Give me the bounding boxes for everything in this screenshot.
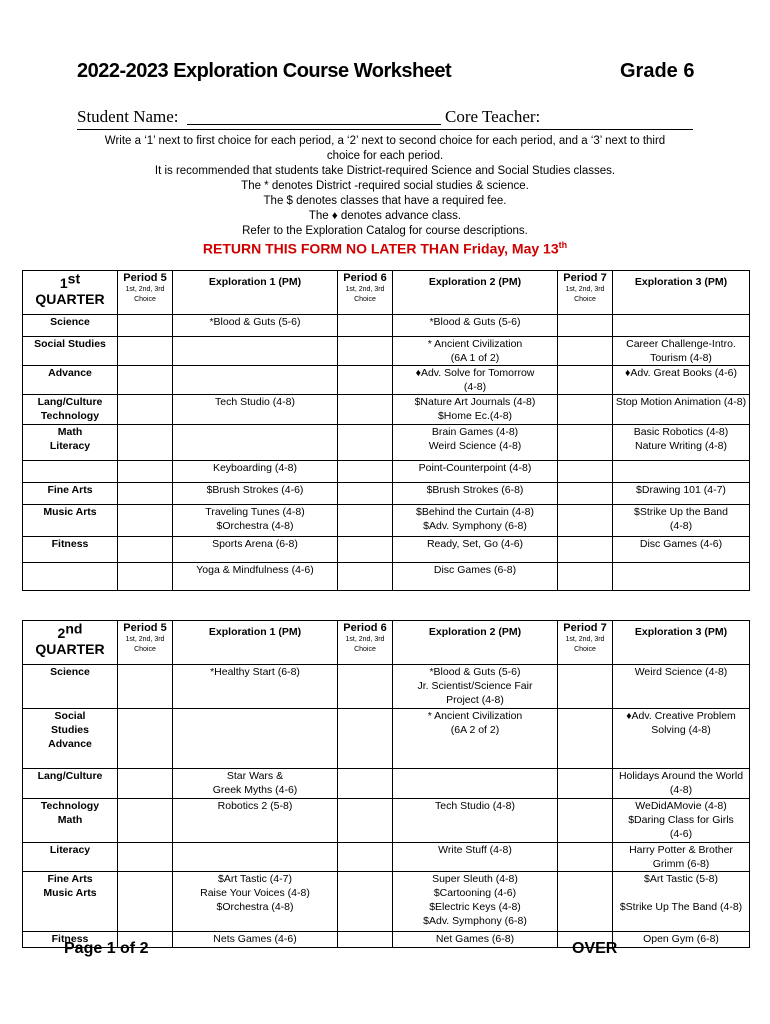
category-cell: Technology Math bbox=[23, 799, 118, 843]
course-cell bbox=[173, 843, 338, 872]
period-label: Period 5 bbox=[123, 622, 167, 634]
choice-order: 1st, 2nd, 3rd bbox=[565, 286, 605, 293]
category-cell: Math Literacy bbox=[23, 425, 118, 461]
quarter-1-table bbox=[22, 270, 750, 591]
choice-box[interactable] bbox=[118, 665, 173, 709]
page-number: Page 1 of 2 bbox=[64, 940, 149, 957]
choice-box[interactable] bbox=[118, 563, 173, 591]
choice-box[interactable] bbox=[338, 665, 393, 709]
choice-order: 1st, 2nd, 3rd bbox=[125, 286, 165, 293]
table-row bbox=[23, 872, 750, 932]
choice-box[interactable] bbox=[558, 665, 613, 709]
choice-box[interactable] bbox=[558, 425, 613, 461]
course-cell bbox=[393, 769, 558, 799]
choice-box[interactable] bbox=[558, 395, 613, 425]
exploration-header: Exploration 2 (PM) bbox=[393, 621, 558, 665]
course-cell: Robotics 2 (5-8) bbox=[173, 799, 338, 843]
course-cell: Weird Science (4-8) bbox=[613, 665, 750, 709]
choice-label: Choice bbox=[574, 646, 596, 653]
choice-box[interactable] bbox=[338, 483, 393, 505]
category-cell: Fine Arts Music Arts bbox=[23, 872, 118, 932]
category-cell: Literacy bbox=[23, 843, 118, 872]
course-cell: $Art Tastic (5-8) $Strike Up The Band (4-8) bbox=[613, 872, 750, 932]
course-cell: *Blood & Guts (5-6) bbox=[393, 315, 558, 337]
category-cell: Social Studies Advance bbox=[23, 709, 118, 769]
period-header bbox=[558, 271, 613, 315]
instruction-line: choice for each period. bbox=[326, 150, 444, 162]
core-teacher-label: Core Teacher: bbox=[445, 107, 541, 126]
table-row bbox=[23, 483, 750, 505]
choice-box[interactable] bbox=[558, 709, 613, 769]
course-cell: Star Wars & Greek Myths (4-6) bbox=[173, 769, 338, 799]
course-cell: Tech Studio (4-8) bbox=[393, 799, 558, 843]
course-cell: Sports Arena (6-8) bbox=[173, 537, 338, 563]
course-cell: $Art Tastic (4-7) Raise Your Voices (4-8) $Orchestra (4-8) bbox=[173, 872, 338, 932]
course-cell: Nets Games (4-6) bbox=[173, 932, 338, 948]
course-cell bbox=[173, 709, 338, 769]
exploration-header: Exploration 2 (PM) bbox=[393, 271, 558, 315]
choice-box[interactable] bbox=[338, 563, 393, 591]
period-header bbox=[118, 621, 173, 665]
period-label: Period 7 bbox=[563, 622, 607, 634]
category-cell: Social Studies bbox=[23, 337, 118, 366]
choice-box[interactable] bbox=[118, 366, 173, 395]
choice-box[interactable] bbox=[338, 843, 393, 872]
choice-box[interactable] bbox=[338, 537, 393, 563]
return-deadline bbox=[40, 240, 730, 257]
table-row bbox=[23, 337, 750, 366]
quarter-heading bbox=[23, 271, 118, 315]
choice-box[interactable] bbox=[338, 315, 393, 337]
category-cell: Lang/Culture bbox=[23, 769, 118, 799]
course-cell: Traveling Tunes (4-8) $Orchestra (4-8) bbox=[173, 505, 338, 537]
choice-label: Choice bbox=[354, 296, 376, 303]
choice-box[interactable] bbox=[118, 505, 173, 537]
quarter-label: QUARTER bbox=[35, 290, 105, 307]
course-cell: Super Sleuth (4-8) $Cartooning (4-6) $Electric Keys (4-8) $Adv. Symphony (6-8) bbox=[393, 872, 558, 932]
choice-order: 1st, 2nd, 3rd bbox=[565, 636, 605, 643]
student-name-label: Student Name: bbox=[77, 107, 179, 126]
choice-box[interactable] bbox=[338, 709, 393, 769]
instruction-line: Write a ‘1’ next to first choice for each period, a ‘2’ next to second choice for each period, and a ‘3’ next to third bbox=[104, 135, 666, 147]
exploration-header: Exploration 1 (PM) bbox=[173, 271, 338, 315]
choice-box[interactable] bbox=[558, 337, 613, 366]
period-header bbox=[338, 621, 393, 665]
choice-box[interactable] bbox=[118, 483, 173, 505]
course-cell bbox=[613, 461, 750, 483]
choice-label: Choice bbox=[574, 296, 596, 303]
course-cell: $Behind the Curtain (4-8) $Adv. Symphony (6-8) bbox=[393, 505, 558, 537]
course-cell: Basic Robotics (4-8) Nature Writing (4-8) bbox=[613, 425, 750, 461]
choice-box[interactable] bbox=[338, 425, 393, 461]
course-cell: $Strike Up the Band (4-8) bbox=[613, 505, 750, 537]
over-label: OVER bbox=[572, 940, 618, 957]
period-header bbox=[558, 621, 613, 665]
course-cell: $Brush Strokes (4-6) bbox=[173, 483, 338, 505]
choice-order: 1st, 2nd, 3rd bbox=[125, 636, 165, 643]
quarter-2-table bbox=[22, 620, 750, 948]
student-name-field[interactable] bbox=[187, 124, 441, 125]
exploration-header: Exploration 1 (PM) bbox=[173, 621, 338, 665]
exploration-header: Exploration 3 (PM) bbox=[613, 271, 750, 315]
category-cell: Lang/Culture Technology bbox=[23, 395, 118, 425]
course-cell: Disc Games (4-6) bbox=[613, 537, 750, 563]
period-header bbox=[118, 271, 173, 315]
category-cell: Science bbox=[23, 665, 118, 709]
category-cell bbox=[23, 461, 118, 483]
table-row bbox=[23, 563, 750, 591]
choice-box[interactable] bbox=[118, 769, 173, 799]
course-cell: $Brush Strokes (6-8) bbox=[393, 483, 558, 505]
course-cell: * Ancient Civilization (6A 1 of 2) bbox=[393, 337, 558, 366]
choice-box[interactable] bbox=[558, 505, 613, 537]
choice-box[interactable] bbox=[558, 769, 613, 799]
course-cell: Open Gym (6-8) bbox=[613, 932, 750, 948]
table-row bbox=[23, 769, 750, 799]
table-row bbox=[23, 315, 750, 337]
choice-order: 1st, 2nd, 3rd bbox=[345, 286, 385, 293]
category-cell bbox=[23, 563, 118, 591]
course-cell bbox=[173, 366, 338, 395]
choice-box[interactable] bbox=[118, 537, 173, 563]
table-row bbox=[23, 461, 750, 483]
course-cell: ♦Adv. Creative Problem Solving (4-8) bbox=[613, 709, 750, 769]
category-cell: Music Arts bbox=[23, 505, 118, 537]
quarter-number: 2nd bbox=[57, 620, 83, 641]
course-cell: $Drawing 101 (4-7) bbox=[613, 483, 750, 505]
choice-box[interactable] bbox=[558, 843, 613, 872]
choice-box[interactable] bbox=[558, 872, 613, 932]
choice-box[interactable] bbox=[558, 799, 613, 843]
choice-box[interactable] bbox=[118, 315, 173, 337]
table-row bbox=[23, 395, 750, 425]
period-label: Period 6 bbox=[343, 272, 387, 284]
instruction-line: The * denotes District -required social studies & science. bbox=[241, 180, 529, 192]
course-cell bbox=[173, 425, 338, 461]
instruction-line: The $ denotes classes that have a required fee. bbox=[263, 195, 507, 207]
category-cell: Fitness bbox=[23, 932, 118, 948]
choice-box[interactable] bbox=[338, 505, 393, 537]
course-cell: Yoga & Mindfulness (4-6) bbox=[173, 563, 338, 591]
quarter-label: QUARTER bbox=[35, 640, 105, 657]
course-cell: Harry Potter & Brother Grimm (6-8) bbox=[613, 843, 750, 872]
table-row bbox=[23, 425, 750, 461]
course-cell: ♦Adv. Great Books (4-6) bbox=[613, 366, 750, 395]
return-deadline-suffix: th bbox=[558, 240, 568, 250]
course-cell: WeDidAMovie (4-8) $Daring Class for Girls (4-6) bbox=[613, 799, 750, 843]
choice-box[interactable] bbox=[118, 799, 173, 843]
course-cell: Net Games (6-8) bbox=[393, 932, 558, 948]
period-label: Period 5 bbox=[123, 272, 167, 284]
course-cell: Brain Games (4-8) Weird Science (4-8) bbox=[393, 425, 558, 461]
course-cell bbox=[173, 337, 338, 366]
course-cell: Ready, Set, Go (4-6) bbox=[393, 537, 558, 563]
table-row bbox=[23, 799, 750, 843]
choice-order: 1st, 2nd, 3rd bbox=[345, 636, 385, 643]
period-header bbox=[338, 271, 393, 315]
table-row bbox=[23, 843, 750, 872]
course-cell: Keyboarding (4-8) bbox=[173, 461, 338, 483]
choice-label: Choice bbox=[134, 296, 156, 303]
course-cell: Holidays Around the World (4-8) bbox=[613, 769, 750, 799]
course-cell: * Ancient Civilization (6A 2 of 2) bbox=[393, 709, 558, 769]
exploration-header: Exploration 3 (PM) bbox=[613, 621, 750, 665]
choice-box[interactable] bbox=[558, 366, 613, 395]
choice-box[interactable] bbox=[118, 872, 173, 932]
course-cell: Point-Counterpoint (4-8) bbox=[393, 461, 558, 483]
choice-box[interactable] bbox=[118, 395, 173, 425]
course-cell: Write Stuff (4-8) bbox=[393, 843, 558, 872]
table-row bbox=[23, 709, 750, 769]
choice-box[interactable] bbox=[558, 537, 613, 563]
instruction-line: The ♦ denotes advance class. bbox=[308, 210, 462, 222]
worksheet-title: 2022-2023 Exploration Course Worksheet bbox=[77, 60, 452, 82]
course-cell: Disc Games (6-8) bbox=[393, 563, 558, 591]
choice-box[interactable] bbox=[118, 843, 173, 872]
course-cell: Career Challenge-Intro. Tourism (4-8) bbox=[613, 337, 750, 366]
table-row bbox=[23, 366, 750, 395]
course-cell bbox=[613, 563, 750, 591]
student-info-line bbox=[77, 107, 693, 130]
choice-box[interactable] bbox=[558, 563, 613, 591]
choice-box[interactable] bbox=[338, 799, 393, 843]
table-row bbox=[23, 665, 750, 709]
instructions bbox=[40, 134, 730, 239]
choice-label: Choice bbox=[134, 646, 156, 653]
course-cell: *Blood & Guts (5-6) Jr. Scientist/Science Fair Project (4-8) bbox=[393, 665, 558, 709]
return-deadline-text: RETURN THIS FORM NO LATER THAN Friday, May 13 bbox=[202, 240, 559, 257]
period-label: Period 7 bbox=[563, 272, 607, 284]
course-cell: $Nature Art Journals (4-8) $Home Ec.(4-8) bbox=[393, 395, 558, 425]
choice-box[interactable] bbox=[558, 315, 613, 337]
category-cell: Advance bbox=[23, 366, 118, 395]
course-cell: Tech Studio (4-8) bbox=[173, 395, 338, 425]
choice-box[interactable] bbox=[558, 461, 613, 483]
table-row bbox=[23, 537, 750, 563]
choice-box[interactable] bbox=[118, 337, 173, 366]
choice-box[interactable] bbox=[118, 709, 173, 769]
quarter-number: 1st bbox=[59, 270, 81, 291]
choice-box[interactable] bbox=[118, 461, 173, 483]
category-cell: Science bbox=[23, 315, 118, 337]
choice-box[interactable] bbox=[118, 425, 173, 461]
category-cell: Fitness bbox=[23, 537, 118, 563]
choice-box[interactable] bbox=[338, 395, 393, 425]
choice-box[interactable] bbox=[338, 461, 393, 483]
table-row bbox=[23, 505, 750, 537]
course-cell bbox=[613, 315, 750, 337]
instruction-line: Refer to the Exploration Catalog for course descriptions. bbox=[242, 225, 528, 237]
choice-box[interactable] bbox=[338, 366, 393, 395]
category-cell: Fine Arts bbox=[23, 483, 118, 505]
choice-label: Choice bbox=[354, 646, 376, 653]
quarter-heading bbox=[23, 621, 118, 665]
choice-box[interactable] bbox=[338, 932, 393, 948]
course-cell: *Healthy Start (6-8) bbox=[173, 665, 338, 709]
course-cell: *Blood & Guts (5-6) bbox=[173, 315, 338, 337]
grade-label: Grade 6 bbox=[620, 60, 695, 82]
course-cell: ♦Adv. Solve for Tomorrow (4-8) bbox=[393, 366, 558, 395]
choice-box[interactable] bbox=[338, 337, 393, 366]
course-cell: Stop Motion Animation (4-8) bbox=[613, 395, 750, 425]
instruction-line: It is recommended that students take District-required Science and Social Studies classes. bbox=[154, 165, 616, 177]
choice-box[interactable] bbox=[338, 872, 393, 932]
choice-box[interactable] bbox=[558, 483, 613, 505]
choice-box[interactable] bbox=[338, 769, 393, 799]
period-label: Period 6 bbox=[343, 622, 387, 634]
